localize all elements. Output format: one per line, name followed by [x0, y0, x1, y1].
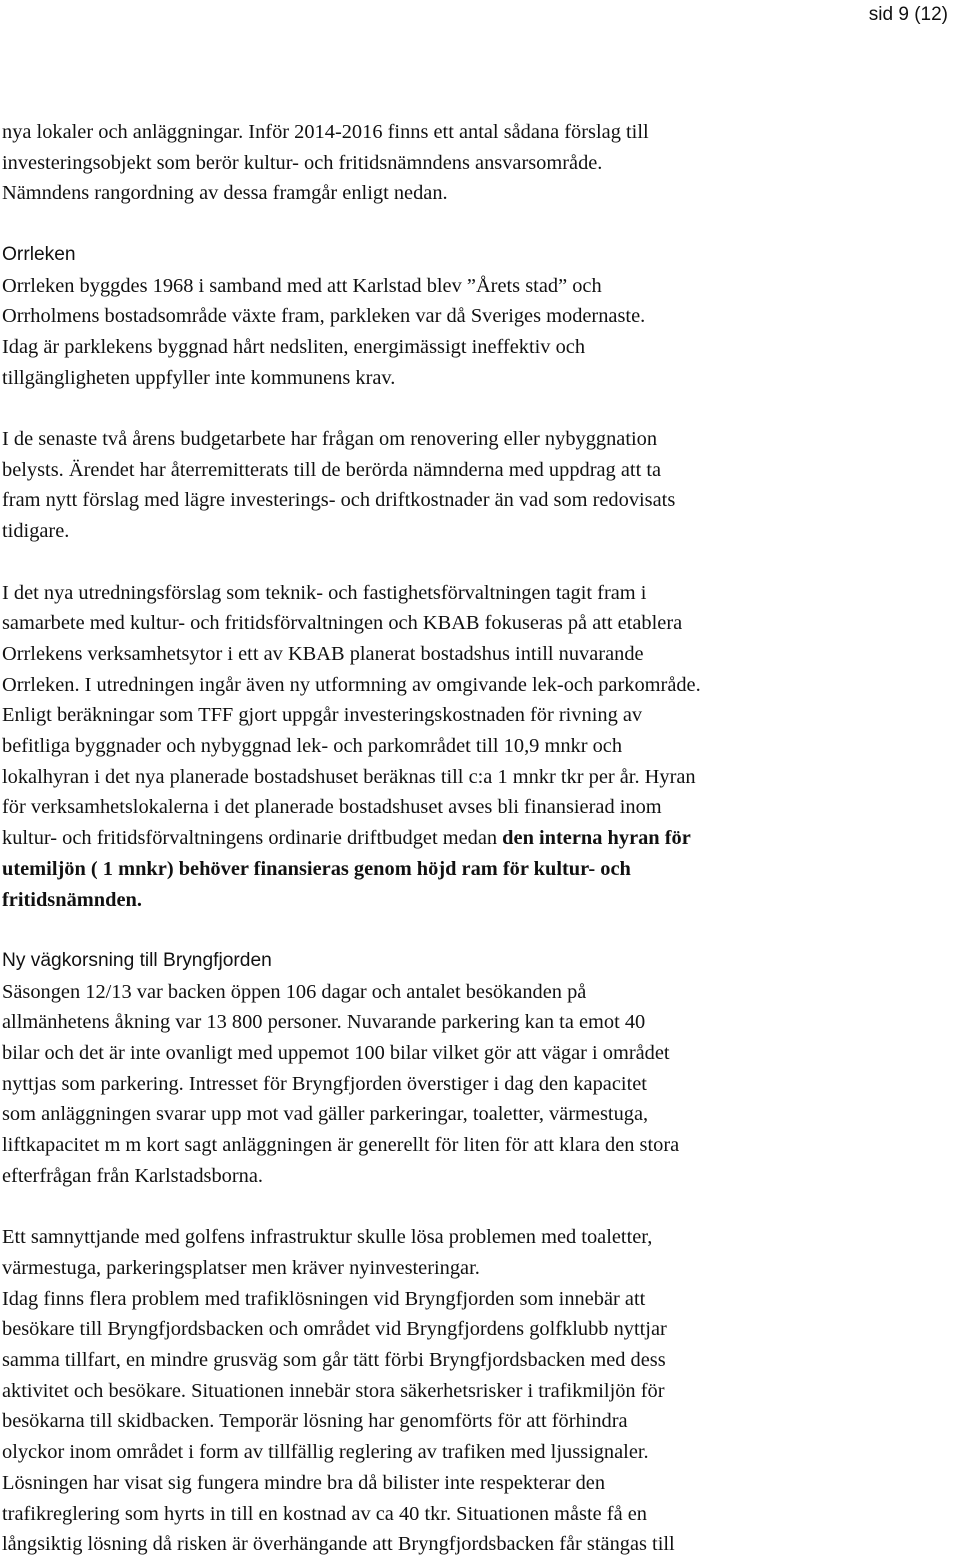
- text-line: samarbete med kultur- och fritidsförvaltningen och KBAB fokuseras på att etablera: [2, 612, 683, 635]
- text-normal: kultur- och fritidsförvaltningens ordinarie driftbudget medan: [2, 827, 503, 850]
- text-line: besökarna till skidbacken. Temporär lösning har genomförts för att förhindra: [2, 1410, 628, 1433]
- text-line-bold: utemiljön ( 1 mnkr) behöver finansieras genom höjd ram för kultur- och: [2, 857, 631, 880]
- text-line: Nämndens rangordning av dessa framgår enligt nedan.: [2, 182, 448, 205]
- text-line: befitliga byggnader och nybyggnad lek- och parkområdet till 10,9 mnkr och: [2, 735, 623, 758]
- text-line: belysts. Ärendet har återremitterats till de berörda nämnderna med uppdrag att ta: [2, 458, 662, 481]
- section-heading: Ny vägkorsning till Bryngfjorden: [2, 949, 272, 971]
- text-line: besökare till Bryngfjordsbacken och området vid Bryngfjordens golfklubb nyttjar: [2, 1318, 667, 1341]
- text-line: värmestuga, parkeringsplatser men kräver nyinvesteringar.: [2, 1256, 480, 1279]
- text-line: bilar och det är inte ovanligt med uppemot 100 bilar vilket gör att vägar i området: [2, 1042, 670, 1065]
- text-line: Säsongen 12/13 var backen öppen 106 dagar och antalet besökanden på: [2, 980, 587, 1003]
- text-line: Lösningen har visat sig fungera mindre bra då bilister inte respekterar den: [2, 1471, 606, 1494]
- text-line: lokalhyran i det nya planerade bostadshuset beräknas till c:a 1 mnkr tkr per år. Hyran: [2, 765, 696, 788]
- text-line: tillgängligheten uppfyller inte kommunens krav.: [2, 366, 396, 389]
- text-line: samma tillfart, en mindre grusväg som går tätt förbi Bryngfjordsbacken med dess: [2, 1349, 666, 1372]
- section-bryngfjorden: [2, 946, 952, 1192]
- text-line: olyckor inom området i form av tillfällig reglering av trafiken med ljussignaler.: [2, 1441, 649, 1464]
- text-line: Enligt beräkningar som TFF gjort uppgår investeringskostnaden för rivning av: [2, 704, 643, 727]
- text-line: trafikreglering som hyrts in till en kostnad av ca 40 tkr. Situationen måste få en: [2, 1502, 647, 1525]
- text-line: I de senaste två årens budgetarbete har frågan om renovering eller nybyggnation: [2, 428, 658, 450]
- paragraph-intro: [2, 117, 952, 209]
- text-line: efterfrågan från Karlstadsborna.: [2, 1164, 263, 1187]
- text-line: Orrlekens verksamhetsytor i ett av KBAB planerat bostadshus intill nuvarande: [2, 642, 644, 665]
- text-line: långsiktig lösning då risken är överhängande att Bryngfjordsbacken får stängas till: [2, 1533, 675, 1556]
- text-line: Idag är parklekens byggnad hårt nedsliten, energimässigt ineffektiv och: [2, 335, 586, 358]
- text-line: Idag finns flera problem med trafiklösningen vid Bryngfjorden som innebär att: [2, 1287, 646, 1310]
- text-line: liftkapacitet m m kort sagt anläggningen är generellt för liten för att klara den stora: [2, 1134, 680, 1157]
- text-line: Orrleken. I utredningen ingår även ny utformning av omgivande lek-och parkområde.: [2, 673, 701, 696]
- text-line: investeringsobjekt som berör kultur- och fritidsnämndens ansvarsområde.: [2, 151, 603, 174]
- section-orrleken: [2, 240, 952, 394]
- text-line: fram nytt förslag med lägre investerings- och driftkostnader än vad som redovisats: [2, 489, 676, 512]
- text-bold: den interna hyran för: [502, 827, 691, 850]
- paragraph-budget: [2, 424, 952, 547]
- text-line: för verksamhetslokalerna i det planerade bostadshuset avses bli finansierad inom: [2, 796, 662, 819]
- paragraph-utredning: [2, 578, 952, 916]
- text-line: aktivitet och besökare. Situationen innebär stora säkerhetsrisker i trafikmiljön för: [2, 1379, 665, 1402]
- document-body: [2, 117, 952, 1560]
- text-line: tidigare.: [2, 520, 70, 543]
- text-line: I det nya utredningsförslag som teknik- och fastighetsförvaltningen tagit fram i: [2, 581, 647, 604]
- section-heading: Orrleken: [2, 243, 76, 265]
- text-line: Orrholmens bostadsområde växte fram, parkleken var då Sveriges modernaste.: [2, 305, 646, 328]
- text-line: Orrleken byggdes 1968 i samband med att Karlstad blev ”Årets stad” och: [2, 274, 602, 297]
- text-line-bold: fritidsnämnden.: [2, 888, 142, 911]
- text-line: allmänhetens åkning var 13 800 personer. Nuvarande parkering kan ta emot 40: [2, 1011, 646, 1034]
- page-number: sid 9 (12): [868, 4, 948, 25]
- text-line: Ett samnyttjande med golfens infrastruktur skulle lösa problemen med toaletter,: [2, 1226, 653, 1249]
- text-line-mixed: [2, 823, 952, 854]
- text-line: som anläggningen svarar upp mot vad gäller parkeringar, toaletter, värmestuga,: [2, 1103, 649, 1126]
- text-line: nyttjas som parkering. Intresset för Bryngfjorden överstiger i dag den kapacitet: [2, 1072, 647, 1095]
- text-line: nya lokaler och anläggningar. Inför 2014-2016 finns ett antal sådana förslag till: [2, 121, 649, 143]
- paragraph-trafik: [2, 1222, 952, 1560]
